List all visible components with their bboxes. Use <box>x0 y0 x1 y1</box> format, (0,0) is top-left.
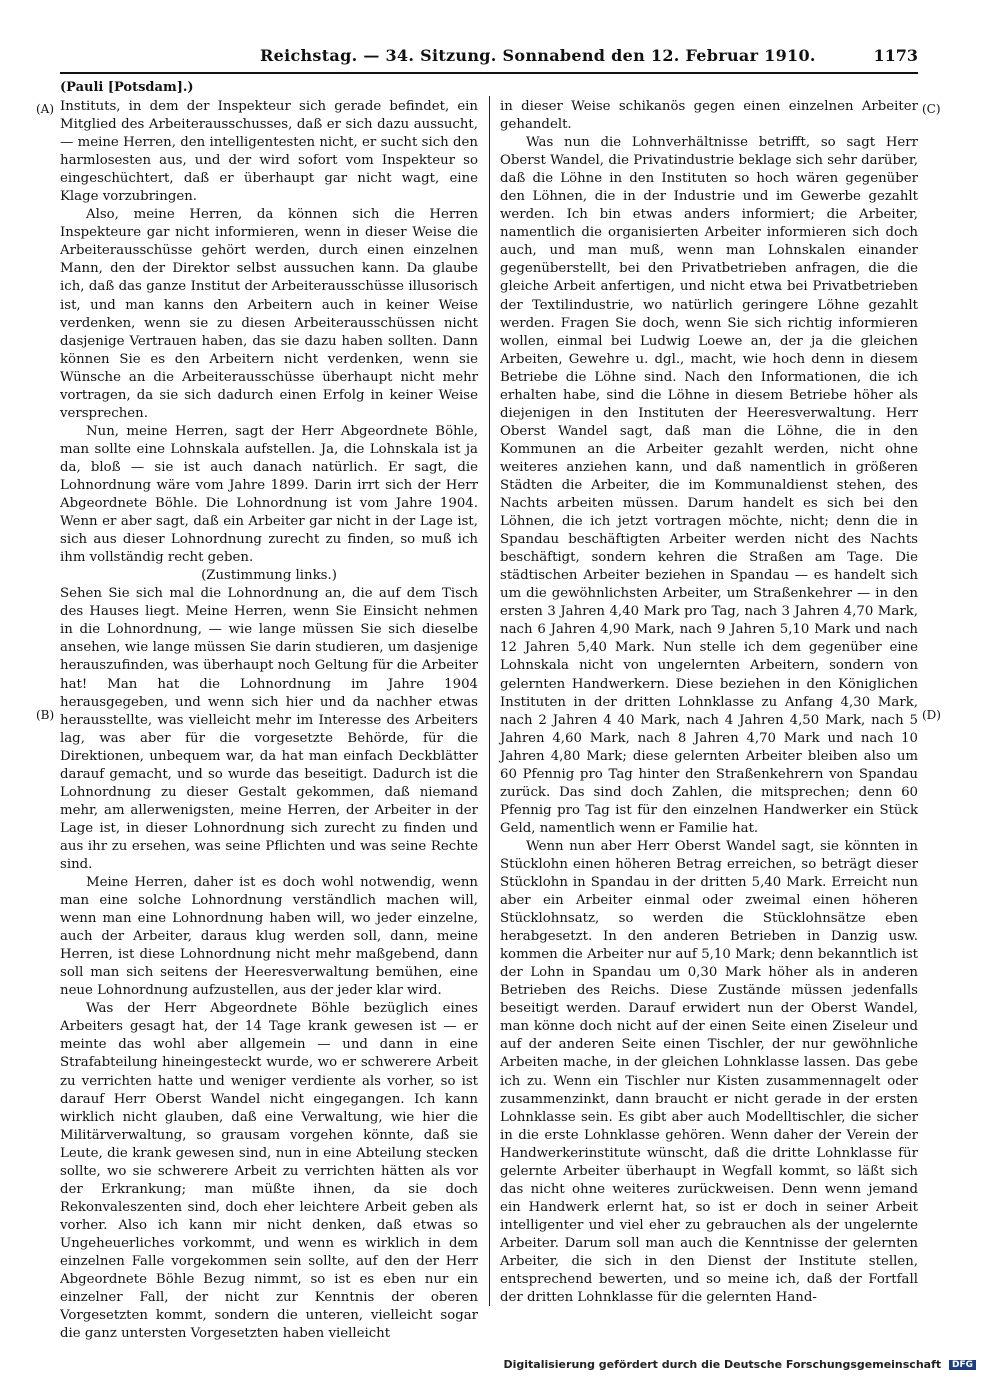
right-column <box>500 98 918 1304</box>
margin-marker-a: (A) <box>36 102 55 116</box>
paragraph: Wenn nun aber Herr Oberst Wandel sagt, sie könnten in Stücklohn einen höheren Betrag erreichen, so beträgt dieser Stücklohn in Spandau in der dritten 5,40 Mark. Erreicht nun aber ein Arbeiter einmal oder zweimal einen höheren Stücklohnsatz, so werden die Stücklohnsätze eben herabgesetzt. In den anderen Betrieben in Danzig usw. kommen die Arbeiter nur auf 5,10 Mark; denn bekanntlich ist der Lohn in Spandau um 0,30 Mark höher als in anderen Betrieben des Reichs. Diese Zustände müssen jedenfalls beseitigt werden. Darauf erwidert nun der Oberst Wandel, man könne doch nicht auf der einen Seite einen Ziseleur und auf der anderen Seite einen Tischler, der nur gewöhnliche Arbeiten mache, in der gleichen Lohnklasse lassen. Das gebe ich zu. Wenn ein Tischler nur Kisten zusammennagelt oder zusammenzinkt, dann braucht er nicht gerade in der ersten Lohnklasse sein. Es gibt aber auch Modelltischler, die sicher in die erste Lohnklasse gehören. Wenn daher der Verein der Handwerkerinstitute wünscht, daß die dritte Lohnklasse für gelernte Arbeiter überhaupt in Wegfall kommt, so läßt sich das nicht ohne weiteres zurückweisen. Denn wenn jemand ein Handwerk erlernt hat, so ist er doch in seiner Arbeit intelligenter und viel eher zu gebrauchen als der ungelernte Arbeiter. Darum soll man auch die Kenntnisse der gelernten Arbeiter, die sich in den Dienst der Institute stellen, entsprechend bewerten, und so meine ich, daß der Fortfall der dritten Lohnklasse für die gelernten Hand- <box>500 838 918 1306</box>
paragraph: Sehen Sie sich mal die Lohnordnung an, die auf dem Tisch des Hauses liegt. Meine Herren, wenn Sie Einsicht nehmen in die Lohnordnung, — wie lange müssen Sie sich dieselbe ansehen, wie lange müssen Sie darin studieren, um dasjenige herauszufinden, was überhaupt noch Geltung für die Arbeiter hat! Man hat die Lohnordnung im Jahre 1904 herausgegeben, und wenn sich hier und da nachher etwas herausstellte, was vielleicht mehr im Interesse des Arbeiters lag, was aber für die vorgesetzte Behörde, für die Direktionen, unbequem war, da hat man einfach Deckblätter darauf gemacht, und so wurde das beseitigt. Dadurch ist die Lohnordnung zu dieser Gestalt gekommen, daß niemand mehr, am allerwenigsten, meine Herren, der Arbeiter in der Lage ist, in dieser Lohnordnung sich zurecht zu finden und aus ihr zu ersehen, was seine Pflichten und was seine Rechte sind. <box>60 586 478 872</box>
footer-credit <box>503 1358 976 1371</box>
page-header <box>60 46 918 74</box>
paragraph: Was der Herr Abgeordnete Böhle bezüglich eines Arbeiters gesagt hat, der 14 Tage krank gewesen ist — er meinte das wohl aber allgemein — und dann in eine Strafabteilung hineingesteckt wurde, wo er schwerere Arbeit zu verrichten hatte und weniger verdiente als vorher, so ist darauf Herr Oberst Wandel nicht eingegangen. Ich kann wirklich nicht glauben, daß eine Verwaltung, wie hier die Militärverwaltung, so grausam vorgehen könnte, daß sie Leute, die krank gewesen sind, nun in eine Abteilung stecken sollte, wo sie schwerere Arbeit zu verrichten hätten als vor der Erkrankung; man müßte ihnen, da sie doch Rekonvaleszenten sind, doch eher leichtere Arbeit geben als vorher. Also ich kann mir nicht denken, daß etwas so Ungeheuerliches vorkommt, und wenn es wirklich in dem einzelnen Falle vorgekommen sein sollte, auf den der Herr Abgeordnete Böhle Bezug nimmt, so ist es eben nur ein einzelner Fall, der nicht zur Kenntnis der oberen Vorgesetzten kommt, sondern die unteren, vielleicht sogar die ganz untersten Vorgesetzten haben vielleicht <box>60 1001 478 1342</box>
page-number: 1173 <box>873 46 918 65</box>
margin-marker-b: (B) <box>36 708 55 722</box>
paragraph: in dieser Weise schikanös gegen einen einzelnen Arbeiter gehandelt. <box>500 99 918 133</box>
paragraph: Meine Herren, daher ist es doch wohl notwendig, wenn man eine solche Lohnordnung verständlich machen will, wenn man eine Lohnordnung haben will, wo jeder einzelne, auch der Arbeiter, daraus klug werden soll, dann, meine Herren, ist diese Lohnordnung nicht mehr maßgebend, dann soll man sich seitens der Heeresverwaltung bemühen, eine neue Lohnordnung aufzustellen, aus der jeder klar wird. <box>60 875 478 999</box>
interjection: (Zustimmung links.) <box>201 568 337 584</box>
paragraph: Instituts, in dem der Inspekteur sich gerade befindet, ein Mitglied des Arbeiterausschusses, daß er sich dazu aussucht, — meine Herren, den intelligentesten nicht, er sucht sich den harmlosesten aus, und der wird sofort vom Inspekteur so eingeschüchtert, daß er überhaupt gar nicht wagt, eine Klage vorzubringen. <box>60 99 478 205</box>
footer-text: Digitalisierung gefördert durch die Deutsche Forschungsgemeinschaft <box>503 1358 942 1371</box>
margin-marker-c: (C) <box>922 102 941 116</box>
speaker-label: (Pauli [Potsdam].) <box>60 80 194 95</box>
margin-marker-d: (D) <box>922 708 941 722</box>
column-divider <box>489 96 490 1306</box>
paragraph: Also, meine Herren, da können sich die Herren Inspekteure gar nicht informieren, wenn in dieser Weise die Arbeiterausschüsse gehört werden, durch einen einzelnen Mann, den der Direktor selbst aussuchen kann. Da glaube ich, daß das ganze Institut der Arbeiterausschüsse illusorisch ist, und man kanns den Arbeitern auch in keiner Weise verdenken, wenn sie zu diesen Arbeiterausschüssen nicht dasjenige Vertrauen haben, das sie dazu haben sollten. Dann können Sie es den Arbeitern nicht verdenken, wenn sie Wünsche an die Arbeiterausschüsse überhaupt nicht mehr vortragen, da sie sich dadurch einen Erfolg in keiner Weise versprechen. <box>60 207 478 421</box>
paragraph: Was nun die Lohnverhältnisse betrifft, so sagt Herr Oberst Wandel, die Privatindustrie beklage sich sehr darüber, daß die Löhne in den Instituten so hoch wären gegenüber den Löhnen, die in der Industrie und im Gewerbe gezahlt werden. Ich bin etwas anders informiert; die Arbeiter, namentlich die organisierten Arbeiter informieren sich doch auch, und man muß, wenn man Lohnskalen einander gegenüberstellt, bei den Privatbetrieben anfragen, die die gleiche Arbeit anfertigen, und nicht etwa bei Privatbetrieben der Textilindustrie, wo natürlich geringere Löhne gezahlt werden. Fragen Sie doch, wenn Sie sich richtig informieren wollen, einmal bei Ludwig Loewe an, der ja die gleichen Arbeiten, Gewehre u. dgl., macht, wie hoch denn in diesem Betriebe die Löhne sind. Nach den Informationen, die ich erhalten habe, sind die Löhne in diesem Betriebe höher als diejenigen in den Instituten der Heeresverwaltung. Herr Oberst Wandel sagt, daß man die Löhne, die in den Kommunen an die Arbeiter gezahlt werden, nicht ohne weiteres anziehen kann, und daß namentlich in größeren Städten die Arbeiter, die im Kommunaldienst stehen, des Nachts arbeiten müssen. Darum handelt es sich bei den Löhnen, die ich jetzt vortragen möchte, nicht; denn die in Spandau beschäftigten Arbeiter werden nicht des Nachts beschäftigt, sondern kehren die Straßen am Tage. Die städtischen Arbeiter beziehen in Spandau — es handelt sich um die gewöhnlichsten Arbeiter, um Straßenkehrer — in den ersten 3 Jahren 4,40 Mark pro Tag, nach 3 Jahren 4,70 Mark, nach 6 Jahren 4,90 Mark, nach 9 Jahren 5,10 Mark und nach 12 Jahren 5,40 Mark. Nun stelle ich dem gegenüber eine Lohnskala nicht von ungelernten Arbeitern, sondern von gelernten Handwerkern. Diese beziehen in den Königlichen Instituten in der dritten Lohnklasse zu Anfang 4,30 Mark, nach 2 Jahren 4 40 Mark, nach 4 Jahren 4,50 Mark, nach 5 Jahren 4,60 Mark, nach 8 Jahren 4,70 Mark und nach 10 Jahren 4,80 Mark; diese gelernten Arbeiter bleiben also um 60 Pfennig pro Tag hinter den Straßenkehrern von Spandau zurück. Das sind doch Zahlen, die mitsprechen; denn 60 Pfennig pro Tag ist für den einzelnen Handwerker ein Stück Geld, namentlich wenn er Familie hat. <box>500 135 918 836</box>
left-column <box>60 98 478 1342</box>
page-title: Reichstag. — 34. Sitzung. Sonnabend den 12. Februar 1910. <box>260 46 816 65</box>
paragraph: Nun, meine Herren, sagt der Herr Abgeordnete Böhle, man sollte eine Lohnskala aufstellen. Ja, die Lohnskala ist ja da, bloß — sie ist auch danach natürlich. Er sagt, die Lohnordnung wäre vom Jahre 1899. Darin irrt sich der Herr Abgeordnete Böhle. Die Lohnordnung ist vom Jahre 1904. Wenn er aber sagt, daß ein Arbeiter gar nicht in der Lage ist, sich aus dieser Lohnordnung zurecht zu finden, so muß ich ihm vollständig recht geben. <box>60 423 478 566</box>
dfg-logo: DFG <box>949 1360 976 1370</box>
